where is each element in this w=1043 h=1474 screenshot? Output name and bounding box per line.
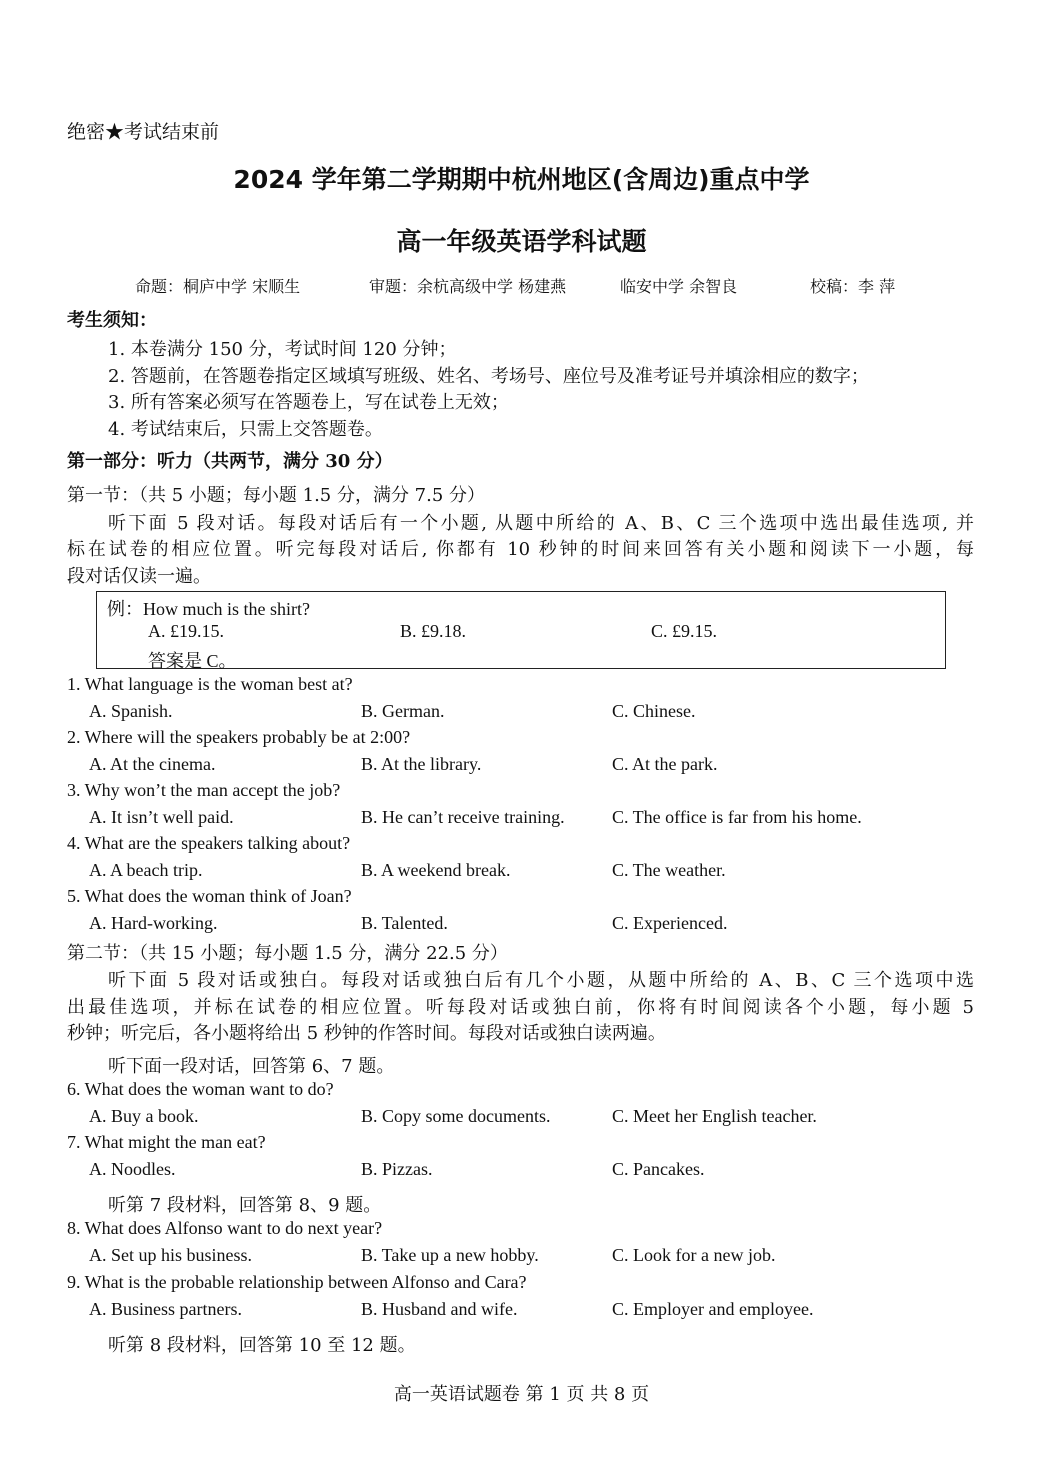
- section2-heading: 第二节：（共 15 小题；每小题 1.5 分，满分 22.5 分）: [67, 943, 508, 964]
- example-answer: 答案是 C。: [148, 651, 237, 671]
- section1-instruction-line: 段对话仅读一遍。: [67, 566, 211, 587]
- option-c: C. Look for a new job.: [612, 1245, 776, 1265]
- option-c: C. At the park.: [612, 754, 718, 774]
- credit-proofreader: 校稿：李 萍: [810, 277, 896, 296]
- notice-item: 2. 答题前，在答题卷指定区域填写班级、姓名、考场号、座位号及准考证号并填涂相应的数字；: [108, 366, 869, 387]
- option-b: B. At the library.: [361, 754, 482, 774]
- listen-note: 听第 8 段材料，回答第 10 至 12 题。: [108, 1335, 416, 1356]
- option-b: B. German.: [361, 701, 445, 721]
- option-a: A. Set up his business.: [89, 1245, 253, 1265]
- question-stem: 2. Where will the speakers probably be at 2:00?: [67, 727, 411, 747]
- option-a: A. Spanish.: [89, 701, 173, 721]
- credit-reviewer-2: 临安中学 余智良: [620, 277, 738, 296]
- listen-note: 听下面一段对话，回答第 6、7 题。: [108, 1056, 395, 1077]
- notice-heading: 考生须知：: [67, 310, 157, 331]
- question-stem: 1. What language is the woman best at?: [67, 674, 353, 694]
- option-c: C. Experienced.: [612, 913, 728, 933]
- question-stem: 9. What is the probable relationship between Alfonso and Cara?: [67, 1272, 527, 1292]
- question-stem: 8. What does Alfonso want to do next year?: [67, 1218, 383, 1238]
- section2-instruction-line: 秒钟；听完后，各小题将给出 5 秒钟的作答时间。每段对话或独白读两遍。: [67, 1023, 666, 1044]
- option-c: C. The office is far from his home.: [612, 807, 862, 827]
- option-c: C. Chinese.: [612, 701, 696, 721]
- notice-item: 4. 考试结束后，只需上交答题卷。: [108, 419, 383, 440]
- option-b: B. Pizzas.: [361, 1159, 433, 1179]
- credit-reviewer-1: 审题：余杭高级中学 杨建燕: [369, 277, 567, 296]
- option-a: A. A beach trip.: [89, 860, 203, 880]
- question-stem: 3. Why won’t the man accept the job?: [67, 780, 341, 800]
- section1-instruction-line: 标在试卷的相应位置。听完每段对话后, 你都有 10 秒钟的时间来回答有关小题和阅读下一小题，每: [67, 539, 974, 560]
- option-a: A. Noodles.: [89, 1159, 176, 1179]
- listen-note: 听第 7 段材料，回答第 8、9 题。: [108, 1195, 382, 1216]
- example-option-c: C. £9.15.: [651, 621, 718, 641]
- question-stem: 6. What does the woman want to do?: [67, 1079, 334, 1099]
- option-a: A. Buy a book.: [89, 1106, 199, 1126]
- section2-instruction-line: 听下面 5 段对话或独白。每段对话或独白后有几个小题，从题中所给的 A、B、C 三个选项中选: [108, 970, 974, 991]
- option-a: A. Hard-working.: [89, 913, 218, 933]
- option-b: B. A weekend break.: [361, 860, 511, 880]
- exam-title-line1: 2024 学年第二学期期中杭州地区(含周边)重点中学: [233, 165, 810, 194]
- notice-item: 3. 所有答案必须写在答题卷上，写在试卷上无效；: [108, 392, 509, 413]
- question-stem: 7. What might the man eat?: [67, 1132, 266, 1152]
- section1-heading: 第一节：（共 5 小题；每小题 1.5 分，满分 7.5 分）: [67, 485, 486, 506]
- example-question: 例：How much is the shirt?: [107, 599, 310, 619]
- question-stem: 4. What are the speakers talking about?: [67, 833, 351, 853]
- option-c: C. Meet her English teacher.: [612, 1106, 817, 1126]
- page-footer: 高一英语试题卷 第 1 页 共 8 页: [393, 1384, 650, 1405]
- option-b: B. Take up a new hobby.: [361, 1245, 539, 1265]
- confidential-label: 绝密★考试结束前: [67, 121, 220, 143]
- part1-heading: 第一部分：听力（共两节，满分 30 分）: [67, 451, 393, 472]
- option-a: A. Business partners.: [89, 1299, 242, 1319]
- credit-author: 命题：桐庐中学 宋顺生: [135, 277, 301, 296]
- option-b: B. Talented.: [361, 913, 448, 933]
- section1-instruction-line: 听下面 5 段对话。每段对话后有一个小题, 从题中所给的 A、B、C 三个选项中选出最佳选项, 并: [108, 513, 974, 534]
- option-b: B. Husband and wife.: [361, 1299, 518, 1319]
- option-c: C. The weather.: [612, 860, 726, 880]
- question-stem: 5. What does the woman think of Joan?: [67, 886, 352, 906]
- notice-item: 1. 本卷满分 150 分，考试时间 120 分钟；: [108, 339, 457, 360]
- exam-title-line2: 高一年级英语学科试题: [396, 227, 647, 256]
- option-b: B. He can’t receive training.: [361, 807, 565, 827]
- option-c: C. Pancakes.: [612, 1159, 705, 1179]
- example-option-b: B. £9.18.: [400, 621, 467, 641]
- option-b: B. Copy some documents.: [361, 1106, 551, 1126]
- option-a: A. At the cinema.: [89, 754, 216, 774]
- option-c: C. Employer and employee.: [612, 1299, 814, 1319]
- example-option-a: A. £19.15.: [148, 621, 224, 641]
- section2-instruction-line: 出最佳选项，并标在试卷的相应位置。听每段对话或独白前，你将有时间阅读各个小题，每小题 5: [67, 997, 974, 1018]
- option-a: A. It isn’t well paid.: [89, 807, 234, 827]
